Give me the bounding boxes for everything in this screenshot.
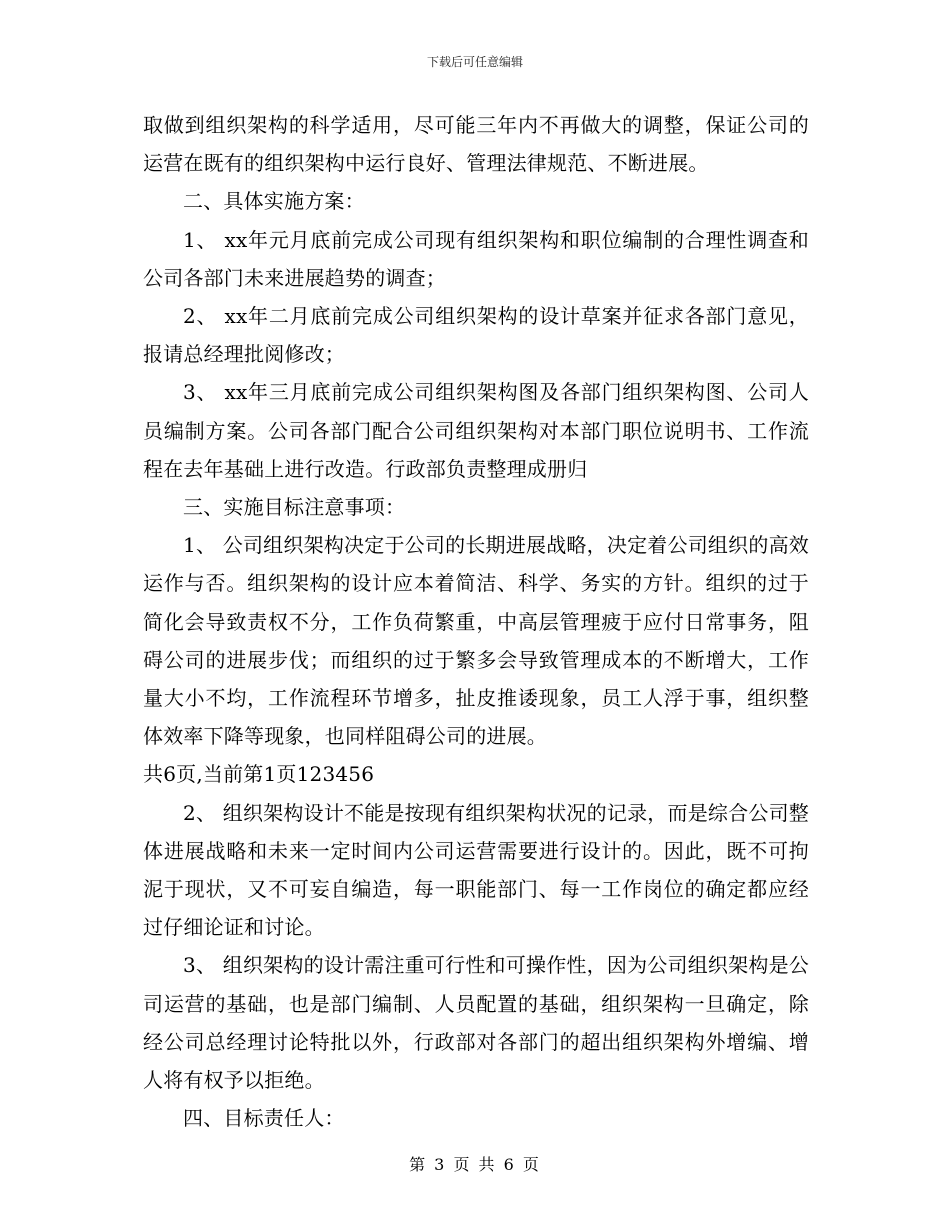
note-item-1: 1、 公司组织架构决定于公司的长期进展战略，决定着公司组织的高效运作与否。组织架构的设计应本着简洁、科学、务实的方针。组织的过于简化会导致责权不分，工作负荷繁重，中高层管理疲于应付日常事务，阻碍公司的进展步伐；而组织的过于繁多会导致管理成本的不断增大，工作量大小不均，工作流程环节增多，扯皮推诿现象，员工人浮于事，组织整体效率下降等现象，也同样阻碍公司的进展。 [143, 533, 809, 749]
page-number-footer: 第 3 页 共 6 页 [409, 1155, 541, 1174]
note-item-2: 2、 组织架构设计不能是按现有组织架构状况的记录，而是综合公司整体进展战略和未来一定时间内公司运营需要进行设计的。因此，既不可拘泥于现状，又不可妄自编造，每一职能部门、每一工作岗位的确定都应经过仔细论证和讨论。 [143, 800, 809, 940]
plan-item-1: 1、 xx年元月底前完成公司现有组织架构和职位编制的合理性调查和公司各部门未来进展趋势的调查； [143, 227, 809, 290]
paragraph-continuation: 取做到组织架构的科学适用，尽可能三年内不再做大的调整，保证公司的运营在既有的组织架构中运行良好、管理法律规范、不断进展。 [143, 113, 809, 176]
note-item-3: 3、 组织架构的设计需注重可行性和可操作性，因为公司组织架构是公司运营的基础，也是部门编制、人员配置的基础，组织架构一旦确定，除经公司总经理讨论特批以外，行政部对各部门的超出组织架构外增编、增人将有权予以拒绝。 [143, 953, 809, 1093]
document-body [143, 106, 809, 1137]
header-note: 下载后可任意编辑 [426, 55, 523, 69]
section-heading-responsible: 四、目标责任人： [183, 1106, 345, 1131]
inline-page-marker: 共6页,当前第1页123456 [143, 762, 375, 787]
section-heading-notes: 三、实施目标注意事项： [183, 495, 406, 520]
plan-item-2: 2、 xx年二月底前完成公司组织架构的设计草案并征求各部门意见，报请总经理批阅修改； [143, 304, 809, 367]
plan-item-3: 3、 xx年三月底前完成公司组织架构图及各部门组织架构图、公司人员编制方案。公司各部门配合公司组织架构对本部门职位说明书、工作流程在去年基础上进行改造。行政部负责整理成册归 [143, 380, 809, 481]
section-heading-implementation-plan: 二、具体实施方案： [183, 189, 365, 214]
